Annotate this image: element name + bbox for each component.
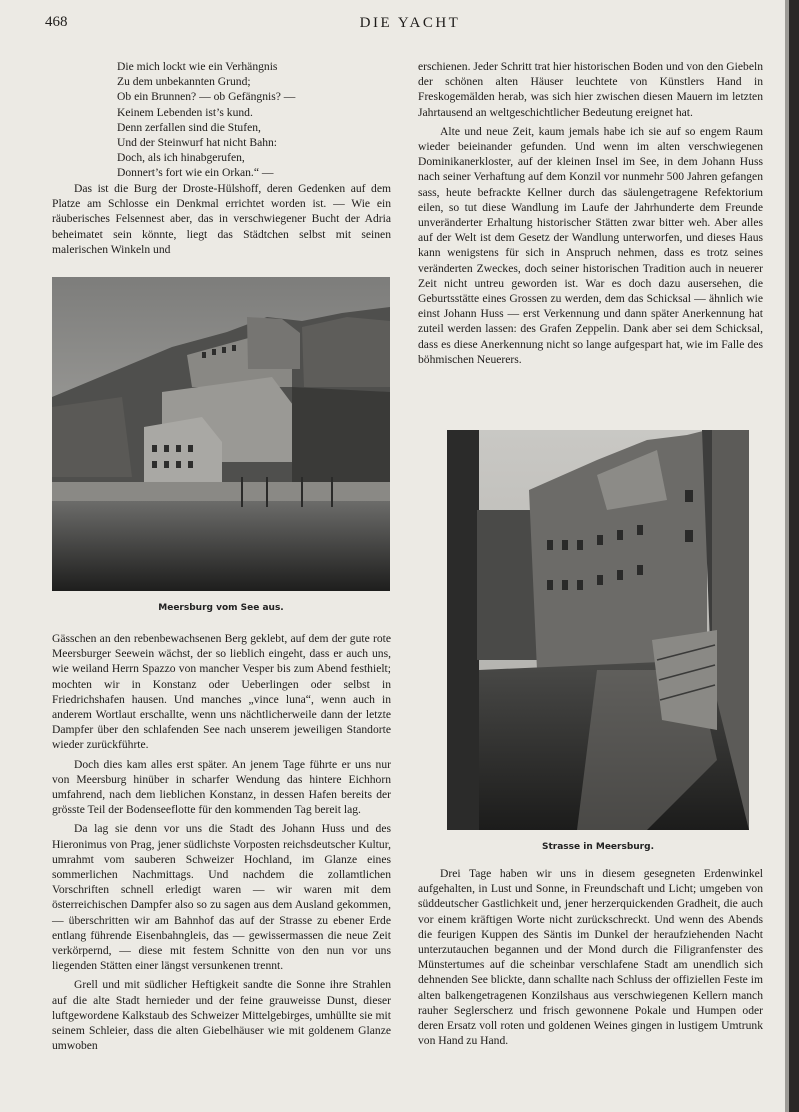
left-column-top-text bbox=[52, 181, 391, 257]
page-number: 468 bbox=[45, 14, 68, 30]
meersburg-street-photo bbox=[447, 430, 749, 830]
poem-line: Denn zerfallen sind die Stufen, bbox=[117, 120, 261, 134]
figure-caption-street: Strasse in Meersburg. bbox=[542, 842, 654, 852]
left-column-bottom-text bbox=[52, 631, 391, 1053]
paragraph: Doch dies kam alles erst später. An jenem Tage führte er uns nur von Meersburg hinüber in scharfer Wendung das hintere Eichhorn umfahrend, nach dem lieblichen Konstanz, in dessen Hafen bereits der grösste Teil der Bodenseeflotte für den kommenden Tag bereit lag. bbox=[52, 757, 391, 817]
paragraph: Das ist die Burg der Droste-Hülshoff, deren Gedenken auf dem Platze am Schlosse ein Denkmal errichtet worden ist. — Wie ein räuberisches Felsennest aber, das in verschwiegener Bucht der Adria beheimatet sein könnte, liegt das Städtchen selbst mit seinen malerischen Winkeln und bbox=[52, 182, 391, 256]
poem-line: Donnert’s fort wie ein Orkan.“ — bbox=[117, 166, 274, 180]
paragraph: Da lag sie denn vor uns die Stadt des Johann Huss und des Hieronimus von Prag, jener südlichste Vorposten reichsdeutscher Kultur, umrahmt vom sauberen Schweizer Hochland, im Glanze eines sommerlichen Nachmittags. Und nachdem die zollamtlichen Vorschriften schnell erledigt waren — wir waren mit dem österreichischen Dampfer also so zu sagen aus dem Ausland gekommen, — überschritten wir am Bahnhof das auf der Strasse zu ebener Erde entlang führende Eisenbahngleis, das — gewissermassen die neue Zeit verkörpernd, — diese mit festem Schnitte von den nun vor uns liegenden Stätten einer längst versunkenen trennt. bbox=[52, 822, 391, 973]
paragraph: Alte und neue Zeit, kaum jemals habe ich sie auf so engem Raum wieder beieinander gefunden. Und wenn im alten verschwiegenen Dominikanerkloster, auf der kleinen Insel im See, in dem Johann Huss nach seiner Verhaftung auf dem Konzil vor nunmehr 500 Jahren gefangen sass, heute befrackte Kellner durch das säulengetragene Refektorium eilen, so tut diese Wandlung im Laufe der Jahrhunderte dem Freunde unveränderter Erhaltung historischer Stätten zwar bitter weh. Aber alles auf der Welt ist dem Gesetz der Wandlung unterworfen, und dieses Haus kann wenigstens für sich in Anspruch nehmen, dass es trotz seines veränderten Zweckes, doch seiner historischen Tradition auch in neuerer Zeit nicht untreu geworden ist. War es doch dazu ausersehen, die Geburtsstätte eines Grossen zu werden, dem das Schicksal — ähnlich wie einst Johann Huss — erst Verkennung und dann später Anerkennung hat zuteil werden lassen: des Grafen Zeppelin. Dank aber sei dem Schicksal, dass es diese Anerkennung nicht so lange aufgespart hat, wie im Falle des böhmischen Neuerers. bbox=[418, 124, 763, 366]
meersburg-lake-photo bbox=[52, 277, 390, 591]
poem-line: Doch, als ich hinabgerufen, bbox=[117, 151, 245, 165]
right-column-top-text bbox=[418, 59, 763, 367]
poem-line: Die mich lockt wie ein Verhängnis bbox=[117, 60, 278, 73]
running-header: DIE YACHT bbox=[359, 15, 461, 31]
paragraph: Drei Tage haben wir uns in diesem gesegneten Erdenwinkel aufgehalten, in Lust und Sonne, in Freundschaft und Licht; umgeben von süddeutscher Gastlichkeit und, jener herzerquickenden Gradheit, die auch vor einem kräftigen Worte nicht zurückschreckt. Und wenn des Abends die feurigen Kuppen des Säntis im Dunkel der heraufziehenden Nacht unterzutauchen begannen und der Mond durch die Filigranfenster des Münstertumes auf die scheinbar verschlafene Stadt am unendlich sich dehnenden See blickte, dann schallte nach Schluss der offiziellen Feste im alten balkengetragenen Konzilshaus aus verschwiegenen Kellern manch rauher Seglerscherz und frisch gewonnene Pokale und Humpen oder deren Ersatz voll roten und goldenen Weines gingen in lustigem Umtrunk von Hand zu Hand. bbox=[418, 867, 763, 1048]
right-column-bottom-text bbox=[418, 866, 763, 1048]
page-edge bbox=[789, 0, 799, 1112]
paragraph: erschienen. Jeder Schritt trat hier historischen Boden und von den Giebeln der schönen alten Häuser leuchtete von Künstlers Hand in Freskogemälden herab, was sich hier zwischen diesen Mauern im letzten Jahrtausend an weltgeschichtlicher Bedeutung ereignet hat. bbox=[418, 60, 763, 119]
poem-line: Keinem Lebenden ist’s kund. bbox=[117, 105, 253, 119]
paragraph: Gässchen an den rebenbewachsenen Berg geklebt, auf dem der gute rote Meersburger Seewein wächst, der so lieblich eingeht, dass er auch uns, wie weiland Herrn Spazzo von mancher Vesper bis zum Abend festhielt; mochten wir in Konstanz oder Ueberlingen oder selbst in Friedrichshafen hausen. Und manches „vince luna“, wenn auch in anderem Wortlaut erschallte, wenn uns nächtlicherweile dann der letzte Dampfer über den schlafenden See nach unserem jeweiligen Standorte wieder zurückführte. bbox=[52, 632, 391, 752]
meersburg-lake-image bbox=[52, 277, 390, 591]
poem-line: Ob ein Brunnen? — ob Gefängnis? — bbox=[117, 90, 296, 104]
poem-stanza bbox=[117, 59, 295, 181]
paragraph: Grell und mit südlicher Heftigkeit sandte die Sonne ihre Strahlen auf die alte Stadt hernieder und der feine grauweisse Dunst, dieser luftgewordene Kalkstaub des Schweizer Mittelgebirges, umhüllte sie mit seinem Schleier, dass die alten Giebelhäuser wie mit goldenem Glanze umwoben bbox=[52, 978, 391, 1053]
poem-line: Und der Steinwurf hat nicht Bahn: bbox=[117, 136, 278, 150]
poem-line: Zu dem unbekannten Grund; bbox=[117, 75, 251, 89]
meersburg-street-image bbox=[447, 430, 749, 830]
figure-caption-lake: Meersburg vom See aus. bbox=[158, 603, 284, 613]
